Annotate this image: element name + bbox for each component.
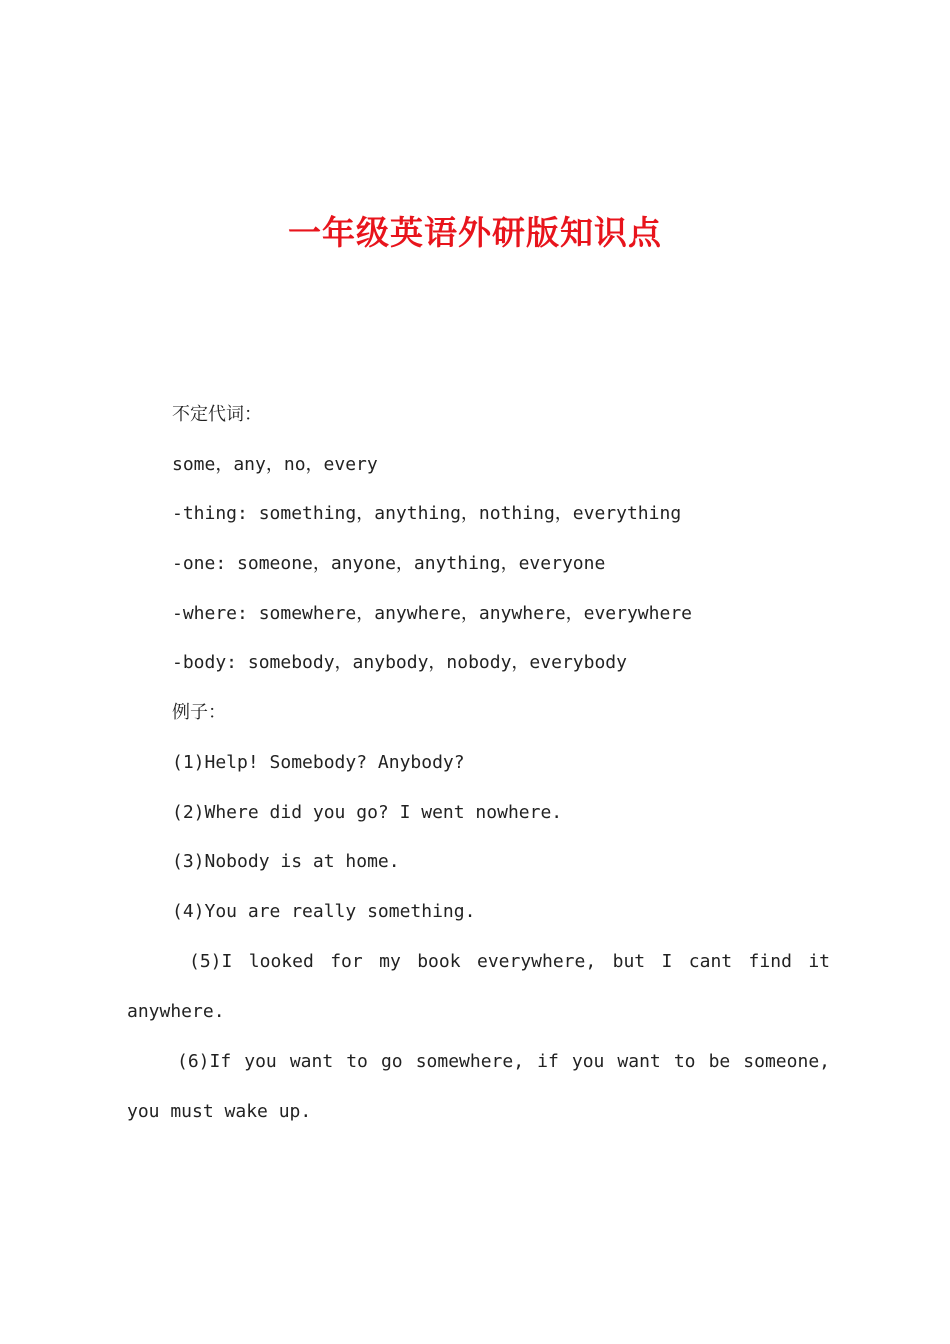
- heading-indefinite-pronouns: 不定代词：: [172, 404, 262, 425]
- example-6: (6)If you want to go somewhere, if you want to be someone, you must wake up.: [127, 1051, 830, 1122]
- pronoun-body: -body: somebody，anybody，nobody，everybody: [172, 652, 627, 673]
- pronoun-where: -where: somewhere，anywhere，anywhere，everywhere: [172, 603, 692, 624]
- example-2: (2)Where did you go? I went nowhere.: [172, 802, 563, 823]
- example-4: (4)You are really something.: [172, 901, 476, 922]
- pronoun-thing: -thing: something，anything，nothing，everything: [172, 503, 682, 524]
- document-title: 一年级英语外研版知识点: [288, 213, 662, 252]
- pronoun-prefixes: some，any，no，every: [172, 454, 378, 475]
- example-1: (1)Help! Somebody? Anybody?: [172, 752, 465, 773]
- heading-examples: 例子：: [172, 702, 226, 723]
- example-5: (5)I looked for my book everywhere, but I cant find it anywhere.: [127, 951, 830, 1022]
- pronoun-one: -one: someone，anyone，anything，everyone: [172, 553, 606, 574]
- example-3: (3)Nobody is at home.: [172, 851, 400, 872]
